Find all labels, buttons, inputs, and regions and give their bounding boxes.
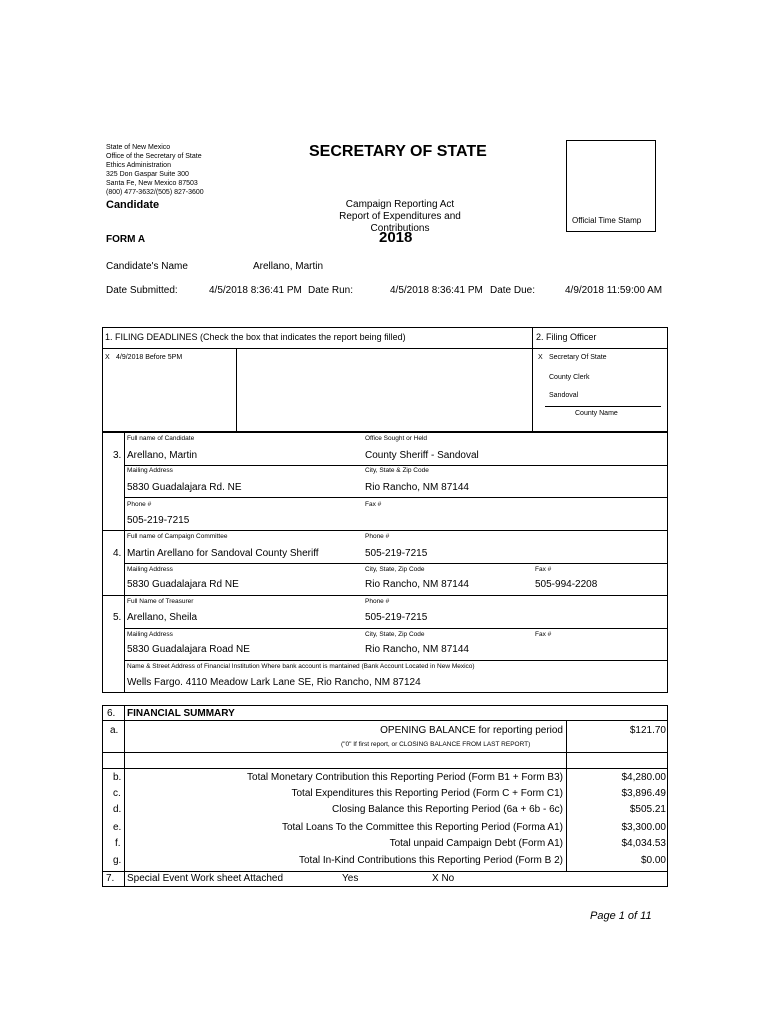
row-letter: f. — [115, 838, 121, 849]
divider — [102, 871, 668, 872]
filing-officer-title: 2. Filing Officer — [536, 332, 597, 342]
date-due: 4/9/2018 11:59:00 AM — [565, 285, 663, 296]
total-contributions-value: $4,280.00 — [621, 772, 666, 783]
divider — [124, 660, 668, 661]
candidate-name: Arellano, Martin — [253, 261, 324, 272]
page-title: SECRETARY OF STATE — [309, 143, 487, 160]
divider — [236, 348, 237, 432]
divider — [102, 595, 668, 596]
office-sought: County Sheriff - Sandoval — [365, 450, 479, 461]
field-label: Mailing Address — [127, 631, 173, 638]
unpaid-debt-value: $4,034.53 — [621, 838, 666, 849]
treasurer-phone: 505-219-7215 — [365, 612, 428, 623]
agency-line: Santa Fe, New Mexico 87503 — [106, 180, 198, 187]
row-letter: b. — [113, 772, 122, 783]
divider — [532, 348, 533, 432]
treasurer-city: Rio Rancho, NM 87144 — [365, 644, 469, 655]
field-label: Fax # — [535, 631, 552, 638]
field-label: Mailing Address — [127, 467, 173, 474]
filing-deadlines-title: 1. FILING DEADLINES (Check the box that indicates the report being filled) — [105, 332, 406, 342]
special-event-label: Special Event Work sheet Attached — [127, 873, 284, 884]
candidate-heading: Candidate — [106, 199, 160, 211]
committee-phone: 505-219-7215 — [365, 548, 428, 559]
row-letter: a. — [110, 725, 119, 736]
total-contributions-label: Total Monetary Contribution this Reporting Period (Form B1 + Form B3) — [247, 772, 563, 783]
officer-option-county-clerk[interactable]: County Clerk — [549, 374, 590, 381]
field-label: Office Sought or Held — [365, 435, 428, 442]
row-letter: g. — [113, 855, 122, 866]
date-submitted: 4/5/2018 8:36:41 PM — [209, 285, 302, 296]
divider — [102, 348, 668, 349]
candidate-phone: 505-219-7215 — [127, 515, 190, 526]
committee-mailing-address: 5830 Guadalajara Rd NE — [127, 579, 239, 590]
field-label: Full name of Candidate — [127, 435, 195, 442]
field-label: Phone # — [365, 533, 390, 540]
candidate-city: Rio Rancho, NM 87144 — [365, 482, 469, 493]
field-label: Fax # — [365, 501, 382, 508]
agency-line: (800) 477-3632/(505) 827-3600 — [106, 189, 204, 196]
candidate-full-name: Arellano, Martin — [127, 450, 198, 461]
section-number: 4. — [113, 548, 122, 559]
committee-name: Martin Arellano for Sandoval County Sheriff — [127, 548, 319, 559]
treasurer-mailing-address: 5830 Guadalajara Road NE — [127, 644, 250, 655]
candidate-name-label: Candidate's Name — [106, 261, 188, 272]
agency-line: State of New Mexico — [106, 144, 171, 151]
divider — [124, 628, 668, 629]
agency-address — [106, 143, 256, 197]
row-letter: c. — [113, 788, 121, 799]
total-loans-value: $3,300.00 — [621, 822, 666, 833]
total-loans-label: Total Loans To the Committee this Reporting Period (Forma A1) — [281, 822, 563, 833]
row-letter: d. — [113, 804, 122, 815]
date-run-label: Date Run: — [308, 285, 354, 296]
section-number: 6. — [107, 708, 116, 719]
agency-line: 325 Don Gaspar Suite 300 — [106, 171, 189, 178]
field-label: Phone # — [365, 598, 390, 605]
field-label: Fax # — [535, 566, 552, 573]
divider — [124, 705, 125, 887]
treasurer-name: Arellano, Sheila — [127, 612, 198, 623]
date-submitted-label: Date Submitted: — [106, 285, 178, 296]
section-number: 3. — [113, 450, 122, 461]
officer-option-secretary[interactable]: Secretary Of State — [549, 354, 607, 361]
special-event-yes[interactable]: Yes — [342, 873, 359, 884]
divider — [102, 720, 668, 721]
divider — [102, 768, 668, 769]
unpaid-debt-label: Total unpaid Campaign Debt (Form A1) — [389, 838, 563, 849]
act-line-2: Report of Expenditures and Contributions — [339, 211, 461, 234]
act-line-1: Campaign Reporting Act — [345, 199, 455, 210]
report-year: 2018 — [379, 229, 413, 246]
agency-line: Ethics Administration — [106, 162, 171, 169]
agency-line: Office of the Secretary of State — [106, 153, 202, 160]
time-stamp-label: Official Time Stamp — [572, 216, 642, 225]
bank-institution: Wells Fargo. 4110 Meadow Lark Lane SE, Rio Rancho, NM 87124 — [127, 677, 421, 688]
opening-balance-note: ("0" If first report, or CLOSING BALANCE FROM LAST REPORT) — [341, 741, 531, 748]
field-label: Mailing Address — [127, 566, 173, 573]
divider — [124, 563, 668, 564]
closing-balance-label: Closing Balance this Reporting Period (6a + 6b - 6c) — [332, 804, 563, 815]
deadline-option[interactable]: 4/9/2018 Before 5PM — [116, 354, 183, 361]
financial-summary-title: FINANCIAL SUMMARY — [127, 708, 235, 719]
section-number: 7. — [106, 873, 115, 884]
in-kind-value: $0.00 — [640, 855, 666, 866]
closing-balance-value: $505.21 — [629, 804, 666, 815]
field-label: City, State, Zip Code — [365, 566, 425, 573]
field-label: Phone # — [127, 501, 152, 508]
deadline-checkmark: X — [105, 354, 110, 361]
total-expenditures-value: $3,896.49 — [621, 788, 666, 799]
field-label: Full name of Campaign Committee — [127, 533, 228, 540]
special-event-no[interactable]: X No — [432, 873, 455, 884]
divider — [102, 530, 668, 531]
opening-balance-value: $121.70 — [629, 725, 666, 736]
field-label: City, State, Zip Code — [365, 631, 425, 638]
form-name: FORM A — [106, 234, 146, 245]
opening-balance-label: OPENING BALANCE for reporting period — [380, 725, 563, 736]
row-letter: e. — [113, 822, 122, 833]
county-value: Sandoval — [549, 392, 579, 399]
county-name-label: County Name — [575, 410, 618, 417]
committee-city: Rio Rancho, NM 87144 — [365, 579, 469, 590]
officer-checkmark: X — [538, 354, 543, 361]
divider — [532, 327, 533, 349]
date-due-label: Date Due: — [490, 285, 536, 296]
date-run: 4/5/2018 8:36:41 PM — [390, 285, 483, 296]
field-label: Name & Street Address of Financial Institution Where bank account is mantained (Bank Account Located in New Mexico) — [127, 663, 475, 670]
section-number: 5. — [113, 612, 122, 623]
divider — [124, 465, 668, 466]
field-label: City, State & Zip Code — [365, 467, 429, 474]
committee-fax: 505-994-2208 — [535, 579, 598, 590]
candidate-mailing-address: 5830 Guadalajara Rd. NE — [127, 482, 242, 493]
page-number: Page 1 of 11 — [590, 910, 652, 922]
total-expenditures-label: Total Expenditures this Reporting Period (Form C + Form C1) — [291, 788, 563, 799]
field-label: Full Name of Treasurer — [127, 598, 194, 605]
in-kind-label: Total In-Kind Contributions this Reporting Period (Form B 2) — [298, 855, 563, 866]
divider — [102, 752, 668, 753]
county-underline — [545, 406, 661, 407]
divider — [124, 497, 668, 498]
divider — [566, 720, 567, 872]
